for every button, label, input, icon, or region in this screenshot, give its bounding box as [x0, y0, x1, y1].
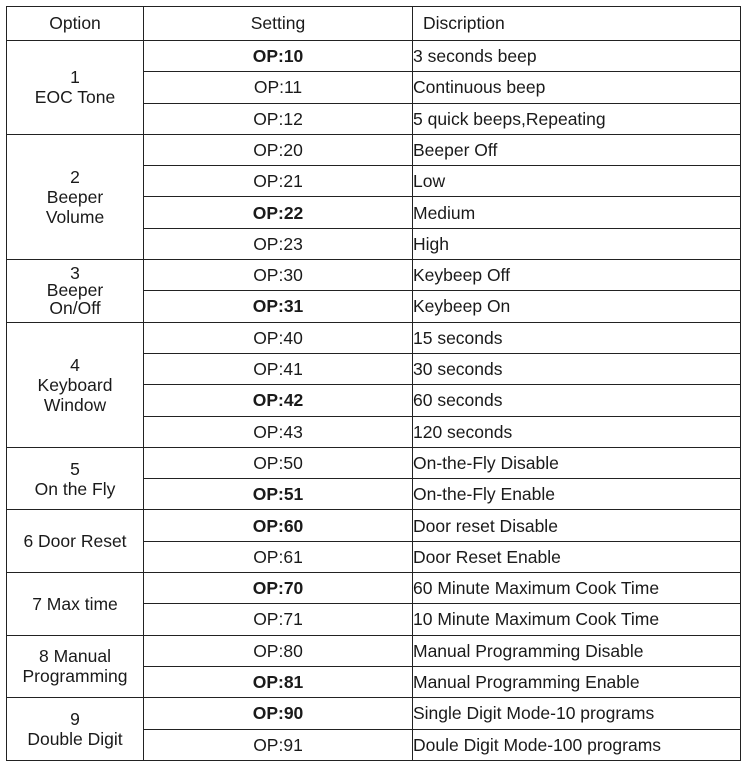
description-cell: Door Reset Enable [413, 541, 741, 572]
table-row [7, 260, 741, 291]
setting-cell: OP:40 [144, 322, 413, 353]
setting-cell: OP:42 [144, 385, 413, 416]
setting-column-header: Setting [144, 7, 413, 41]
options-table [6, 6, 741, 761]
option-group-cell: 8 Manual Programming [7, 635, 144, 698]
setting-cell: OP:81 [144, 666, 413, 697]
setting-cell: OP:12 [144, 103, 413, 134]
option-group-cell: 4 Keyboard Window [7, 322, 144, 447]
setting-cell: OP:43 [144, 416, 413, 447]
description-cell: High [413, 228, 741, 259]
setting-cell: OP:22 [144, 197, 413, 228]
table-header [7, 7, 741, 41]
description-cell: On-the-Fly Enable [413, 479, 741, 510]
description-column-header: Discription [413, 7, 741, 41]
table-row [7, 510, 741, 541]
table-row [7, 41, 741, 72]
table-row [7, 447, 741, 478]
setting-cell: OP:20 [144, 134, 413, 165]
setting-cell: OP:50 [144, 447, 413, 478]
setting-cell: OP:61 [144, 541, 413, 572]
setting-cell: OP:71 [144, 604, 413, 635]
description-cell: 60 Minute Maximum Cook Time [413, 573, 741, 604]
table-body [7, 41, 741, 761]
description-cell: 60 seconds [413, 385, 741, 416]
description-cell: Beeper Off [413, 134, 741, 165]
header-row [7, 7, 741, 41]
setting-cell: OP:21 [144, 166, 413, 197]
description-cell: Doule Digit Mode-100 programs [413, 729, 741, 760]
option-group-cell: 9 Double Digit [7, 698, 144, 761]
option-group-cell: 1 EOC Tone [7, 41, 144, 135]
option-column-header: Option [7, 7, 144, 41]
setting-cell: OP:91 [144, 729, 413, 760]
description-cell: Low [413, 166, 741, 197]
setting-cell: OP:51 [144, 479, 413, 510]
description-cell: On-the-Fly Disable [413, 447, 741, 478]
description-cell: Medium [413, 197, 741, 228]
description-cell: 10 Minute Maximum Cook Time [413, 604, 741, 635]
description-cell: 5 quick beeps,Repeating [413, 103, 741, 134]
table-row [7, 134, 741, 165]
setting-cell: OP:31 [144, 291, 413, 322]
description-cell: Continuous beep [413, 72, 741, 103]
setting-cell: OP:80 [144, 635, 413, 666]
description-cell: 120 seconds [413, 416, 741, 447]
setting-cell: OP:70 [144, 573, 413, 604]
setting-cell: OP:60 [144, 510, 413, 541]
setting-cell: OP:11 [144, 72, 413, 103]
setting-cell: OP:23 [144, 228, 413, 259]
setting-cell: OP:90 [144, 698, 413, 729]
description-cell: Door reset Disable [413, 510, 741, 541]
table-row [7, 573, 741, 604]
description-cell: Keybeep Off [413, 260, 741, 291]
description-cell: Keybeep On [413, 291, 741, 322]
description-cell: 15 seconds [413, 322, 741, 353]
option-group-cell: 5 On the Fly [7, 447, 144, 510]
option-group-cell: 2 Beeper Volume [7, 134, 144, 259]
description-cell: 30 seconds [413, 353, 741, 384]
description-cell: 3 seconds beep [413, 41, 741, 72]
option-group-cell: 7 Max time [7, 573, 144, 636]
table-row [7, 698, 741, 729]
description-cell: Manual Programming Enable [413, 666, 741, 697]
option-group-cell: 6 Door Reset [7, 510, 144, 573]
setting-cell: OP:41 [144, 353, 413, 384]
setting-cell: OP:10 [144, 41, 413, 72]
table-row [7, 635, 741, 666]
description-cell: Single Digit Mode-10 programs [413, 698, 741, 729]
description-cell: Manual Programming Disable [413, 635, 741, 666]
option-group-cell: 3 Beeper On/Off [7, 260, 144, 323]
setting-cell: OP:30 [144, 260, 413, 291]
table-row [7, 322, 741, 353]
